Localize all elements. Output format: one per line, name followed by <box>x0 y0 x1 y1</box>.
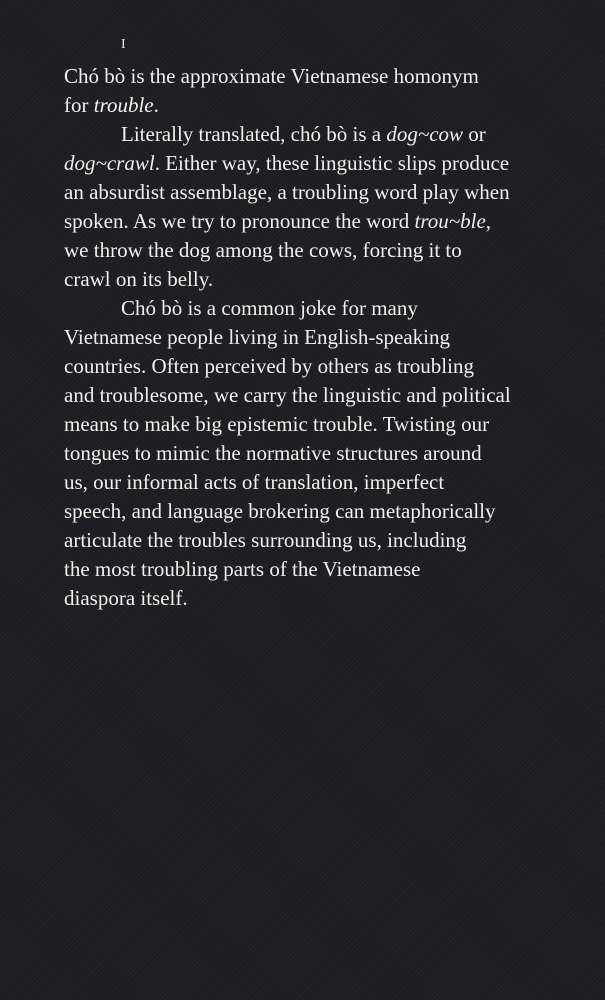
text-line: for trouble. <box>64 93 159 117</box>
italic-text: dog~cow <box>386 122 464 146</box>
text-line: an absurdist assemblage, a troubling word play when <box>64 180 510 204</box>
text-line: the most troubling parts of the Vietnamese <box>64 557 421 581</box>
text-line: Chó bò is the approximate Vietnamese homonym <box>64 64 479 88</box>
text-line: speech, and language brokering can metaphorically <box>64 499 496 523</box>
text-line: Chó bò is a common joke for many <box>121 296 418 320</box>
italic-text: dog~crawl <box>64 151 155 175</box>
italic-text: trou~ble <box>414 209 486 233</box>
text-line: Vietnamese people living in English-speaking <box>64 325 450 349</box>
text-line: diaspora itself. <box>64 586 188 610</box>
text-line: articulate the troubles surrounding us, including <box>64 528 467 552</box>
paragraph-2 <box>64 120 554 294</box>
text-line: we throw the dog among the cows, forcing it to <box>64 238 462 262</box>
text-line: us, our informal acts of translation, imperfect <box>64 470 445 494</box>
text-line: dog~crawl. Either way, these linguistic slips produce <box>64 151 510 175</box>
text-line: crawl on its belly. <box>64 267 214 291</box>
text-line: countries. Often perceived by others as troubling <box>64 354 474 378</box>
text-line: tongues to mimic the normative structures around <box>64 441 482 465</box>
text-line: Literally translated, chó bò is a dog~cow or <box>121 122 486 146</box>
paragraph-3 <box>64 294 554 613</box>
body-text <box>64 62 554 613</box>
paragraph-1 <box>64 62 554 120</box>
text-line: spoken. As we try to pronounce the word trou~ble, <box>64 209 492 233</box>
italic-text: trouble <box>93 93 154 117</box>
text-line: and troublesome, we carry the linguistic and political <box>64 383 511 407</box>
text-line: means to make big epistemic trouble. Twisting our <box>64 412 490 436</box>
section-number: I <box>121 37 126 52</box>
